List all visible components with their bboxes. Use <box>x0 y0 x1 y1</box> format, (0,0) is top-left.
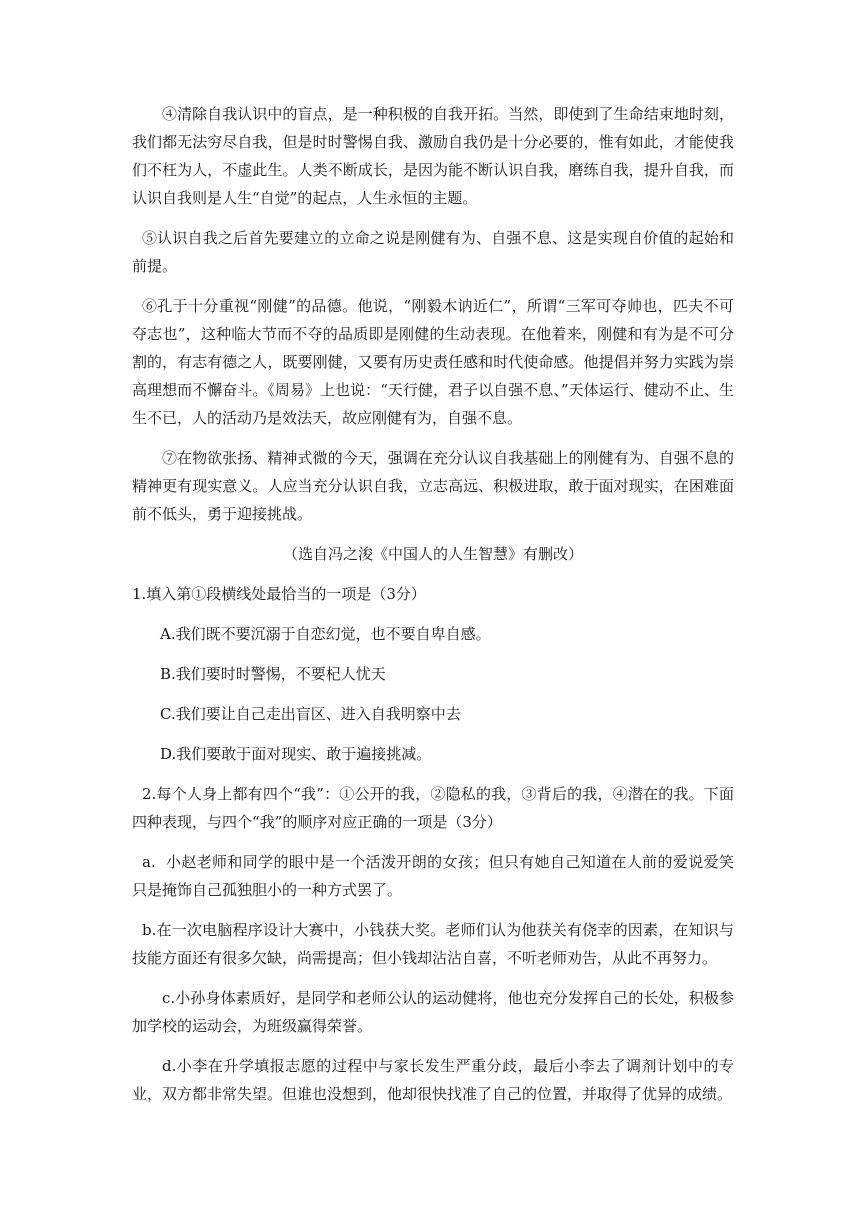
paragraph-6: ⑥孔于十分重视“刚健”的品德。他说，“刚毅木讷近仁”，所谓“三军可夺帅也，匹夫不可夺志也”，这种临大节而不夺的品质即是刚健的生动表现。在他着来，刚健和有为是不可分割的，有志有德之人，既要刚健，又要有历史责任感和时代使命感。他提倡并努力实践为崇高理想而不懈奋斗。《周易》上也说：“天行健，君子以自强不息、”天体运行、健动不止、生生不已，人的活动乃是效法天，故应刚健有为，自强不息。 <box>132 297 734 427</box>
question-1-option-c: C.我们要让自己走出盲区、进入自我明察中去 <box>160 705 461 723</box>
question-2-item-a: a. 小赵老师和同学的眼中是一个活泼开朗的女孩；但只有她自己知道在人前的爱说爱笑只是掩饰自己孤独胆小的一种方式罢了。 <box>132 853 734 899</box>
paragraph-5: ⑤认识自我之后首先要建立的立命之说是刚健有为、自强不息、这是实现自价值的起始和前提。 <box>132 229 734 275</box>
paragraph-4: ④清除自我认识中的盲点，是一种积极的自我开拓。当然，即使到了生命结束地时刻，我们都无法穷尽自我，但是时时警惕自我、激励自我仍是十分必要的，惟有如此，才能使我们不枉为人，不虚此生。人类不断成长，是因为能不断认识自我，磨练自我，提升自我，而认识自我则是人生“自觉”的起点，人生永恒的主题。 <box>132 105 734 207</box>
question-1-option-a: A.我们既不要沉溺于自恋幻觉，也不要自卑自感。 <box>160 625 491 643</box>
question-2-item-b: b.在一次电脑程序设计大赛中，小钱获大奖。老师们认为他获关有侥幸的因素，在知识与技能方面还有很多欠缺，尚需提高；但小钱却沾沾自喜，不听老师劝告，从此不再努力。 <box>132 921 734 967</box>
question-2-item-c: c.小孙身体素质好，是同学和老师公认的运动健将，他也充分发挥自己的长处，积极参加学校的运动会，为班级赢得荣誉。 <box>132 989 734 1035</box>
question-2-title: 2.每个人身上都有四个“我”：①公开的我，②隐私的我，③背后的我，④潜在的我。下面四种表现，与四个“我”的顺序对应正确的一项是（3分） <box>132 785 734 831</box>
question-1-title: 1.填入第①段横线处最恰当的一项是（3分） <box>132 585 426 603</box>
question-2-item-d: d.小李在升学填报志愿的过程中与家长发生严重分歧，最后小李去了调剂计划中的专业，双方都非常失望。但谁也没想到，他却很快找准了自己的位置，并取得了优异的成绩。 <box>132 1057 734 1103</box>
question-1-option-d: D.我们要敢于面对现实、敢于遍接挑减。 <box>160 745 432 763</box>
paragraph-7: ⑦在物欲张扬、精神式微的今天，强调在充分认议自我基础上的刚健有为、自强不息的精神更有现实意义。人应当充分认识自我，立志高远、积极进取，敢于面对现实，在困难面前不低头，勇于迎接挑战。 <box>132 449 734 523</box>
question-1-option-b: B.我们要时时警惕，不要杞人忧天 <box>160 665 386 683</box>
source-citation: （选自冯之浚《中国人的人生智慧》有删改） <box>282 545 583 563</box>
